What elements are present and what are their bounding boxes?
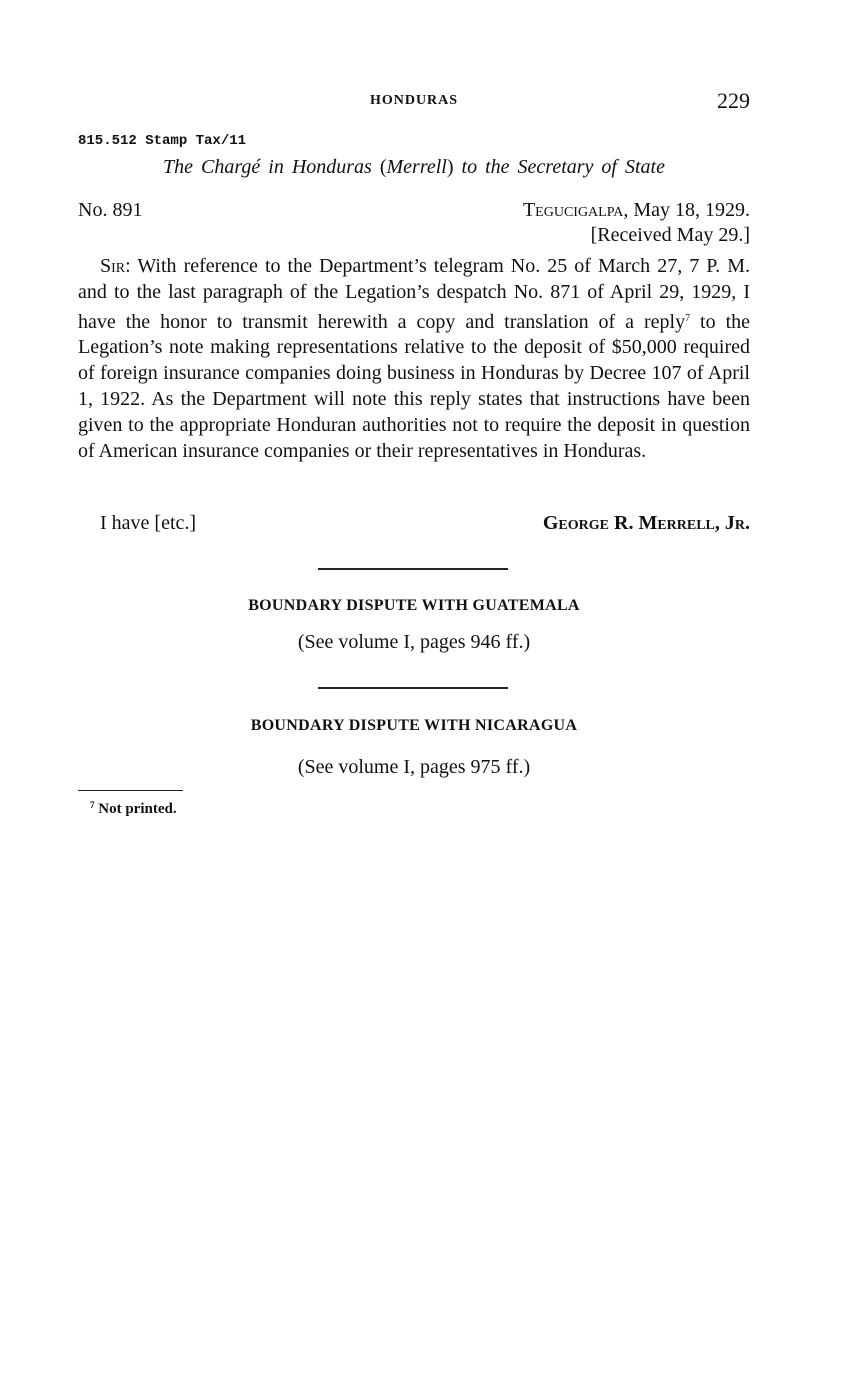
section-divider — [318, 687, 508, 689]
heading-name: Merrell — [386, 156, 447, 178]
closing: I have [etc.] — [100, 512, 197, 534]
page-number: 229 — [717, 88, 750, 113]
body-text-part-2: to the Legation’s note making representations relative to the deposit of $50,000 required of foreign insurance companies doing business in Honduras by Decree 107 of April 1, 1922. As the Department will note this reply states that instructions have been given to the appropriate Honduran authorities not to require the deposit in question of American insurance companies or their representatives in Honduras. — [78, 310, 750, 462]
running-title: HONDURAS — [369, 93, 459, 108]
date: , May 18, 1929. — [623, 199, 750, 221]
footnote — [90, 800, 177, 818]
section-divider — [318, 568, 508, 570]
section-reference-nicaragua: (See volume I, pages 975 ff.) — [297, 756, 531, 778]
signature: George R. Merrell, Jr. — [542, 512, 750, 534]
footnote-mark: 7 — [90, 800, 95, 810]
section-reference-guatemala: (See volume I, pages 946 ff.) — [297, 631, 531, 653]
document-number: No. 891 — [78, 199, 143, 221]
place: Tegucigalpa — [522, 199, 624, 221]
footnote-divider — [78, 790, 183, 791]
document-heading — [78, 156, 750, 179]
heading-suffix: to the Secretary of State — [461, 156, 665, 178]
file-reference: 815.512 Stamp Tax/11 — [78, 133, 247, 149]
heading-prefix: The Chargé in Honduras — [163, 156, 372, 178]
footnote-reference: 7 — [685, 312, 691, 324]
received-date: [Received May 29.] — [590, 224, 750, 246]
running-header — [78, 88, 750, 116]
heading-paren-open: ( — [379, 156, 387, 178]
section-title-guatemala: BOUNDARY DISPUTE WITH GUATEMALA — [248, 597, 580, 614]
salutation: Sir — [100, 255, 126, 277]
body-paragraph — [78, 254, 750, 464]
place-date — [523, 199, 750, 222]
footnote-text: Not printed. — [98, 801, 177, 817]
section-title-nicaragua: BOUNDARY DISPUTE WITH NICARAGUA — [250, 717, 578, 734]
heading-paren-close: ) — [446, 156, 454, 178]
body-text-part-1: : With reference to the Department’s telegram No. 25 of March 27, 7 P. M. and to the last paragraph of the Legation’s despatch No. 871 of April 29, 1929, I have the honor to transmit herewith a copy and translation of a reply — [78, 255, 750, 333]
